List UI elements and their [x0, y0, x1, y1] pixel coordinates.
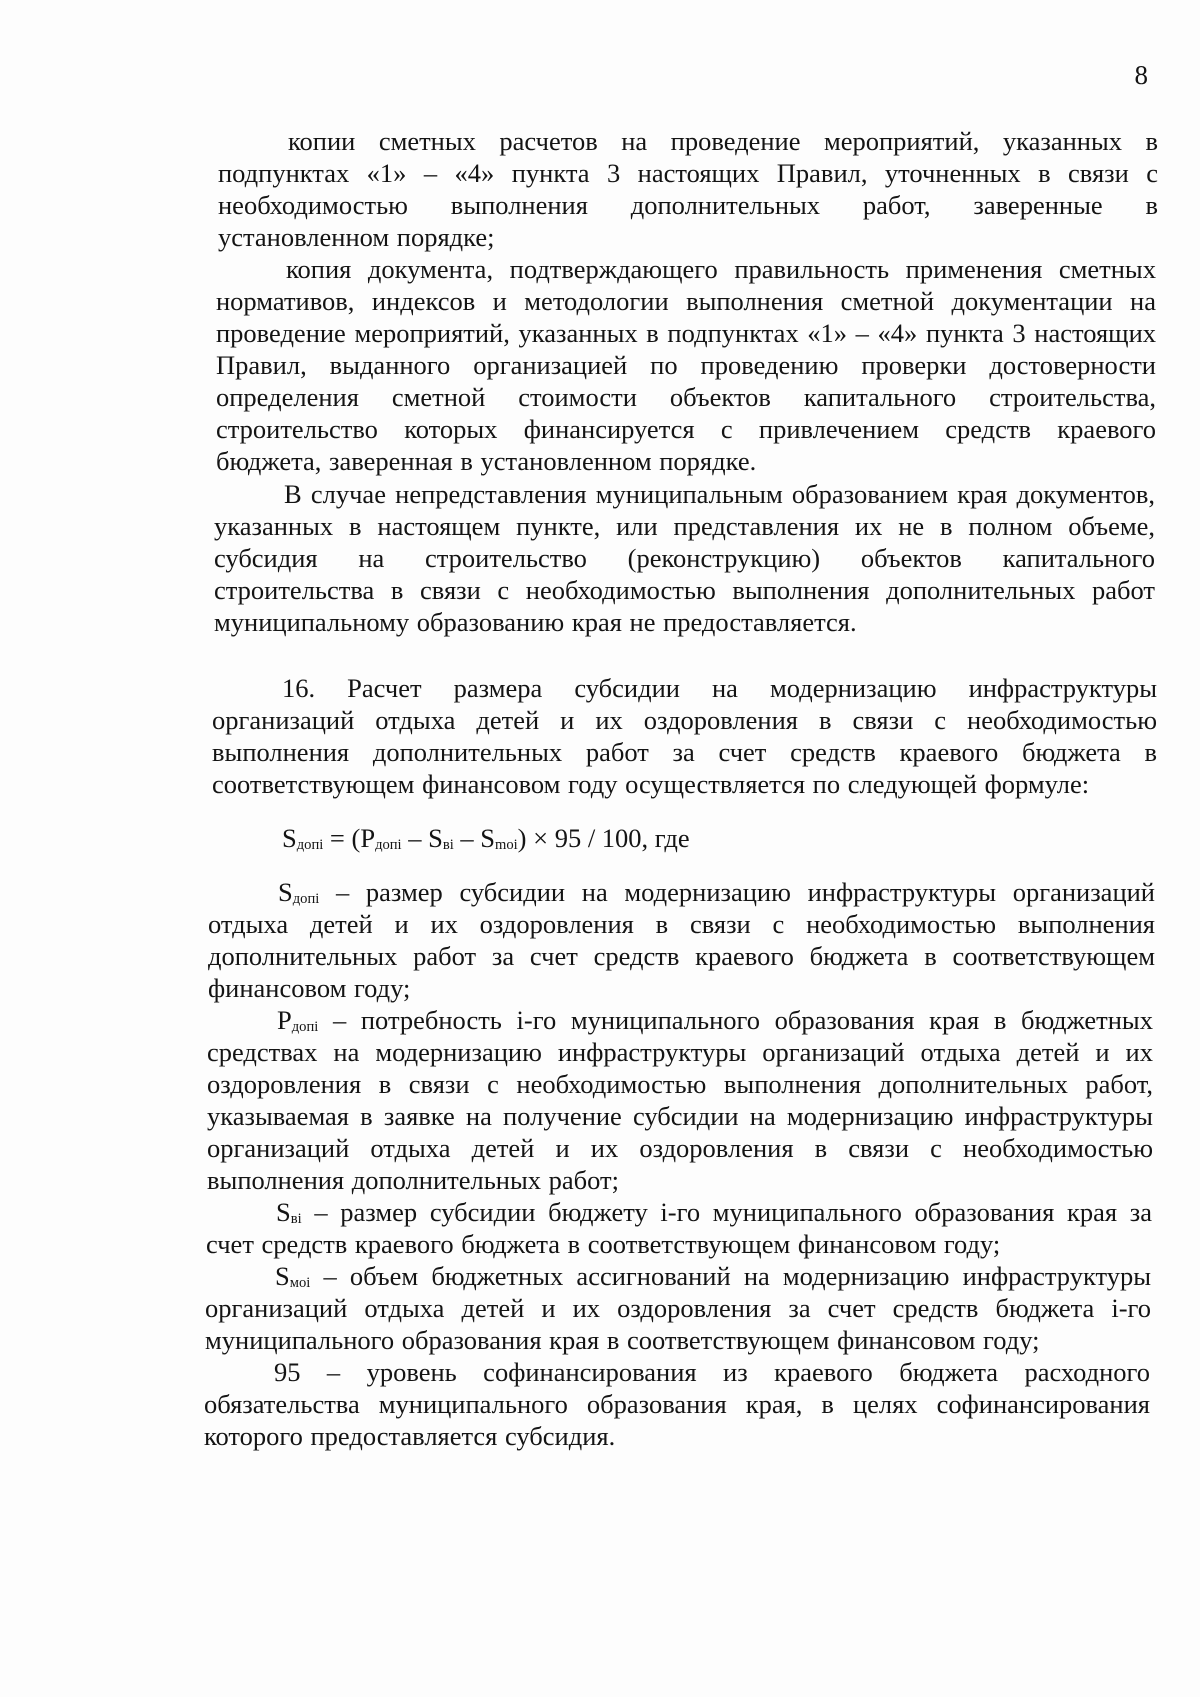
subsidy-formula: $S_{допi} = (P_{допi} - S_{вi} - S_{moi}) \times 95 / 100$, где [282, 823, 690, 854]
formula-var-s-v: $S_{вi}$ [428, 823, 454, 854]
document-body [0, 125, 1200, 1452]
definition-cofinancing-level: 95 – уровень софинансирования из краевого бюджета расходного обязательства муниципального образования края, в целях софинансирования которого предоставляется субсидия. [204, 1357, 1150, 1451]
definition-s-dop [208, 876, 1155, 1004]
definition-s-v-symbol: $S_{вi}$ [276, 1197, 302, 1228]
definition-p-dop-text: – потребность i-го муниципального образования края в бюджетных средствах на модернизацию инфраструктуры организаций отдыха детей и их оздоровления в связи с необходимостью выполнения дополнительных работ, указываемая в заявке на получение субсидии на модернизацию инфраструктуры организаций отдыха детей и их оздоровления в связи с необходимостью выполнения дополнительных работ; [207, 1005, 1153, 1195]
page-number: 8 [1134, 60, 1148, 90]
formula-var-p-dop: $P_{допi}$ [360, 823, 402, 854]
paragraph-non-submission: В случае непредставления муниципальным образованием края документов, указанных в настоящем пункте, или представления их не в полном объеме, субсидия на строительство (реконструкцию) объектов капитального строительства в связи с необходимостью выполнения дополнительных работ муниципальному образованию края не предоставляется. [214, 479, 1155, 637]
definition-p-dop-symbol: $P_{допi}$ [277, 1005, 319, 1036]
definition-s-dop-symbol: $S_{допi}$ [278, 877, 320, 908]
paragraph-document-copy: копия документа, подтверждающего правильность применения сметных нормативов, индексов и методологии выполнения сметной документации на проведение мероприятий, указанных в подпунктах «1» – «4» пункта 3 настоящих Правил, выданного организацией по проведению проверки достоверности определения сметной стоимости объектов капитального строительства, строительство которых финансируется с привлечением средств краевого бюджета, заверенная в установленном порядке. [216, 254, 1156, 476]
paragraph-section-16: 16. Расчет размера субсидии на модернизацию инфраструктуры организаций отдыха детей и их оздоровления в связи с необходимостью выполнения дополнительных работ за счет средств краевого бюджета в соответствующем финансовом году осуществляется по следующей формуле: [212, 673, 1157, 799]
definition-s-v [206, 1196, 1152, 1260]
paragraph-estimate-copies: копии сметных расчетов на проведение мероприятий, указанных в подпунктах «1» – «4» пункта 3 настоящих Правил, уточненных в связи с необходимостью выполнения дополнительных работ, заверенные в установленном порядке; [218, 126, 1158, 252]
definition-s-mo-symbol: $S_{мoi}$ [275, 1261, 311, 1292]
formula-var-s-dop: $S_{допi}$ [282, 823, 324, 854]
definition-s-v-text: – размер субсидии бюджету i-го муниципального образования края за счет средств краевого бюджета в соответствующем финансовом году; [206, 1197, 1152, 1259]
definition-s-mo-text: – объем бюджетных ассигнований на модернизацию инфраструктуры организаций отдыха детей и их оздоровления за счет средств бюджета i-го муниципального образования края в соответствующем финансовом году; [205, 1261, 1151, 1355]
definition-s-dop-text: – размер субсидии на модернизацию инфраструктуры организаций отдыха детей и их оздоровления в связи с необходимостью выполнения дополнительных работ за счет средств краевого бюджета в соответствующем финансовом году; [208, 877, 1155, 1003]
definition-s-mo [205, 1260, 1151, 1356]
formula-var-s-mo: $S_{moi}$ [480, 823, 518, 854]
definition-p-dop [207, 1004, 1153, 1196]
